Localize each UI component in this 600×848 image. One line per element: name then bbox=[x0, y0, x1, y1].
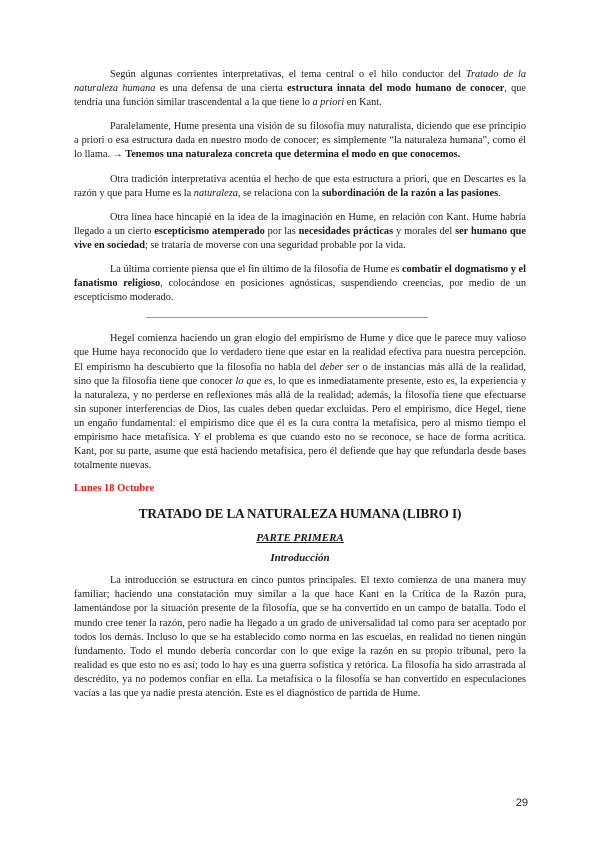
paragraph bbox=[74, 332, 526, 473]
section-title: TRATADO DE LA NATURALEZA HUMANA (LIBRO I) bbox=[138, 506, 462, 522]
intro-title: Introducción bbox=[270, 552, 330, 565]
text-run: Otra tradición interpretativa acentúa el hecho de que esta estructura a priori, que en Descartes es la razón y que para Hume es la bbox=[74, 173, 526, 199]
text-run: , se relaciona con la bbox=[237, 187, 322, 199]
text-run: es una defensa de una cierta bbox=[155, 83, 288, 95]
text-run: en Kant. bbox=[344, 97, 382, 109]
text-run: o de instancias más allá de la realidad, sino que la filosofía tiene que conocer bbox=[74, 361, 526, 387]
italic-text: Tratado de la naturaleza humana bbox=[74, 69, 527, 95]
text-run: La última corriente piensa que el fin último de la filosofía de Hume es bbox=[110, 264, 402, 276]
paragraph bbox=[74, 68, 526, 110]
interpretations-section bbox=[74, 68, 526, 305]
bold-text: necesidades prácticas bbox=[298, 225, 394, 237]
italic-text: naturaleza bbox=[193, 187, 238, 199]
document-page bbox=[74, 68, 526, 711]
italic-text: deber ser bbox=[319, 361, 360, 373]
text-run: , colocándose en posiciones agnósticas, suspendiendo creencias, por medio de un escepticismo moderado. bbox=[74, 278, 526, 304]
paragraph bbox=[74, 120, 526, 162]
text-run: Otra línea hace hincapié en la idea de la imaginación en Hume, en relación con Kant. Hume habría llegado a un cierto bbox=[74, 211, 526, 237]
text-run: Hegel comienza haciendo un gran elogio del empirismo de Hume y dice que le parece muy valioso que Hume haya reconocido que lo verdadero tiene que estar en la realidad efectiva para nuestra percepción. El empirismo ha descubierto que la filosofía no habla del bbox=[74, 333, 526, 373]
text-run: ; se trataría de moverse con una seguridad probable por la vida. bbox=[144, 239, 406, 251]
paragraph bbox=[74, 173, 526, 201]
italic-text: lo que es bbox=[235, 375, 273, 387]
part-title: PARTE PRIMERA bbox=[256, 532, 344, 545]
bold-text: estructura innata del modo humano de conocer bbox=[287, 83, 505, 95]
bold-text: → Tenemos una naturaleza concreta que determina el modo en que conocemos. bbox=[112, 149, 461, 161]
paragraph bbox=[74, 574, 526, 701]
text-run: y morales del bbox=[393, 225, 456, 237]
bold-text: ser humano que vive en sociedad bbox=[74, 225, 526, 251]
paragraph bbox=[74, 263, 526, 305]
paragraph bbox=[74, 211, 526, 253]
text-run: , lo que es inmediatamente presente, esto es, la experiencia y la naturaleza, y no perderse en reflexiones más allá de la realidad; además, la filosofía tiene que efectuarse sin suponer interferencias de Dios, las cuales deben quedar excluidas. Pero el empirismo, dice Hegel, tiene un engaño fundamental: el empirismo dice que él es la cura contra la metafísica, pero al mismo tiempo el empirismo hace metafísica. Y el problema es que cuando esto no se reconoce, se hace de forma acrítica. Kant, por su parte, asume que está haciendo metafísica, pero él defiende que hay que refundarla desde bases totalmente nuevas. bbox=[74, 375, 526, 472]
text-run: Según algunas corrientes interpretativas, el tema central o el hilo conductor del bbox=[110, 69, 466, 80]
date-label: Lunes 18 Octubre bbox=[74, 483, 155, 495]
text-run: La introducción se estructura en cinco puntos principales. El texto comienza de una manera muy familiar; haciendo una constatación muy similar a la que hace Kant en la Crítica de la Razón pura, lamentándose por la situación presente de la filosofía, que se ha convertido en un campo de batalla. Todo el mundo cree tener la razón, pero nadie ha llegado a un grado de universalidad tal como para ser aceptado por todos los demás. Incluso lo que se ha establecido como norma en las escuelas, en realidad no tienen ningún fundamento. Todo el mundo debería concordar con lo que exige la razón en su propio tribunal, pero la realidad es que esto no es así; todo lo hay es una guerra sofística y retórica. La filosofía ha sido arrastrada al descrédito, ya no podemos confiar en ella. La metafísica o la filosofía se han convertido en especulaciones vacías a las que ya nadie presta atención. Este es el diagnóstico de partida de Hume. bbox=[74, 575, 526, 699]
text-run: Paralelamente, Hume presenta una visión de su filosofía muy naturalista, diciendo que ese principio a priori o esa estructura dada en nuestro modo de conocer; es simplemente “la naturaleza humana”, como él lo llama. bbox=[74, 121, 526, 161]
italic-text: a priori bbox=[312, 97, 345, 109]
text-run: . bbox=[498, 187, 501, 199]
section-divider bbox=[146, 317, 428, 318]
page-number: 29 bbox=[515, 797, 528, 809]
text-run: , que tendría una función similar trascendental a la que tiene lo bbox=[74, 83, 527, 109]
text-run: por las bbox=[264, 225, 299, 237]
bold-text: escepticismo atemperado bbox=[154, 225, 265, 237]
bold-text: combatir el dogmatismo y el fanatismo religioso bbox=[74, 264, 526, 290]
bold-text: subordinación de la razón a las pasiones bbox=[321, 187, 499, 199]
